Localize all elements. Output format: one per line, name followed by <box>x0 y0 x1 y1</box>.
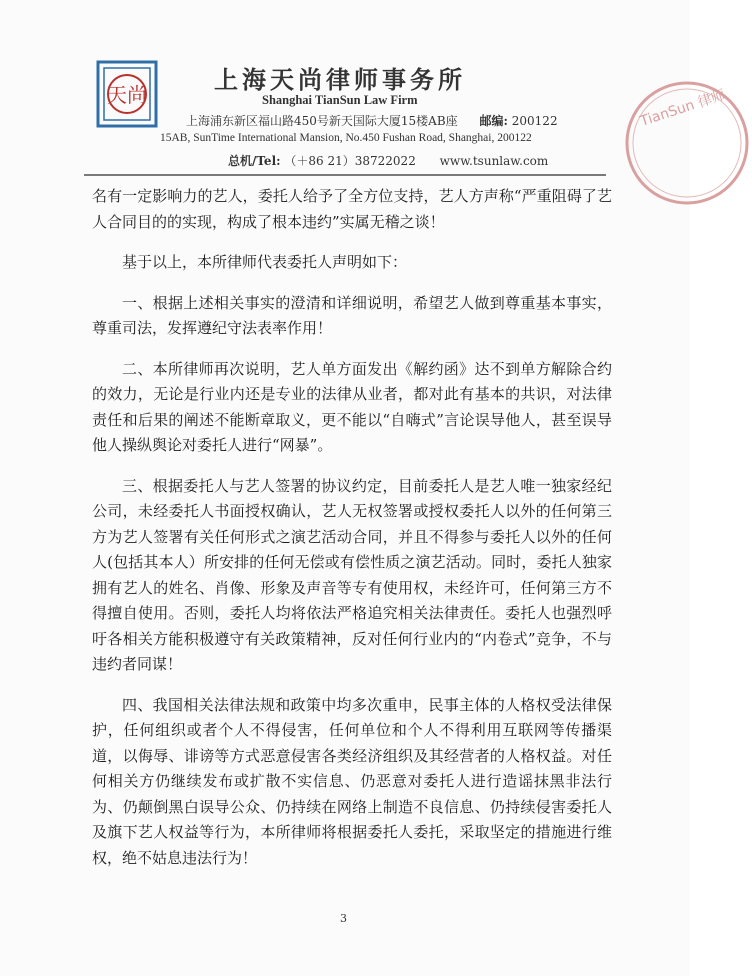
address-en: 15AB, SunTime International Mansion, No.450 Fushan Road, Shanghai, 200122 <box>160 132 532 144</box>
paragraph-statement-intro: 基于以上，本所律师代表委托人声明如下： <box>122 253 408 271</box>
paragraph-point-1: 一、根据上述相关事实的澄清和详细说明，希望艺人做到尊重基本事实，尊重司法，发挥遵纪守法表率作用！ <box>92 293 612 337</box>
firm-name-en: Shanghai TianSun Law Firm <box>262 93 418 107</box>
postcode-label: 邮编: <box>479 114 508 128</box>
header-divider <box>84 174 606 176</box>
paragraph-continued: 名有一定影响力的艺人，委托人给予了全方位支持，艺人方声称“严重阻碍了艺人合同目的的实现，构成了根本违约”实属无稽之谈！ <box>92 187 612 231</box>
firm-name-cn: 上海天尚律师事务所 <box>214 66 466 94</box>
tel-label: 总机/Tel: <box>228 154 281 168</box>
paragraph-point-4: 四、我国相关法律法规和政策中均多次重申，民事主体的人格权受法律保护，任何组织或者个人不得侵害，任何单位和个人不得利用互联网等传播渠道，以侮辱、诽谤等方式恶意侵害各类经济组织及其经营者的人格权益。对任何相关方仍继续发布或扩散不实信息、仍恶意对委托人进行造谣抹黑非法行为、仍颠倒黑白误导公众、仍持续在网络上制造不良信息、仍持续侵害委托人及旗下艺人权益等行为，本所律师将根据委托人委托，采取坚定的措施进行维权，绝不姑息违法行为！ <box>92 695 612 867</box>
tel-number: （＋86 21）38722022 <box>284 154 416 168</box>
page-number: 3 <box>340 912 347 925</box>
firm-logo <box>96 60 158 128</box>
paragraph-point-3: 三、根据委托人与艺人签署的协议约定，目前委托人是艺人唯一独家经纪公司，未经委托人书面授权确认，艺人无权签署或授权委托人以外的任何第三方为艺人签署有关任何形式之演艺活动合同，并且不得参与委托人以外的任何人(包括其本人）所安排的任何无偿或有偿性质之演艺活动。同时，委托人独家拥有艺人的姓名、肖像、形象及声音等专有使用权，未经许可，任何第三方不得擅自使用。否则，委托人均将依法严格追究相关法律责任。委托人也强烈呼吁各相关方能积极遵守有关政策精神，反对任何行业内的“内卷式”竞争，不与违约者同谋！ <box>92 476 612 673</box>
address-cn <box>186 112 558 129</box>
address-cn-text: 上海浦东新区福山路450号新天国际大厦15楼AB座 <box>186 114 458 128</box>
website: www.tsunlaw.com <box>439 154 549 168</box>
paragraph-point-2: 二、本所律师再次说明，艺人单方面发出《解约函》达不到单方解除合约的效力，无论是行业内还是专业的法律从业者，都对此有基本的共识，对法律责任和后果的阐述不能断章取义，更不能以“自嗨式”言论误导他人，甚至误导他人操纵舆论对委托人进行“网暴”。 <box>92 359 612 454</box>
postcode: 200122 <box>511 114 558 128</box>
svg-text:TianSun 律师: TianSun 律师 <box>638 87 728 130</box>
contact-line <box>228 152 548 169</box>
document-body <box>92 184 612 886</box>
law-firm-seal <box>622 78 752 208</box>
svg-text:天尚: 天尚 <box>107 83 147 107</box>
